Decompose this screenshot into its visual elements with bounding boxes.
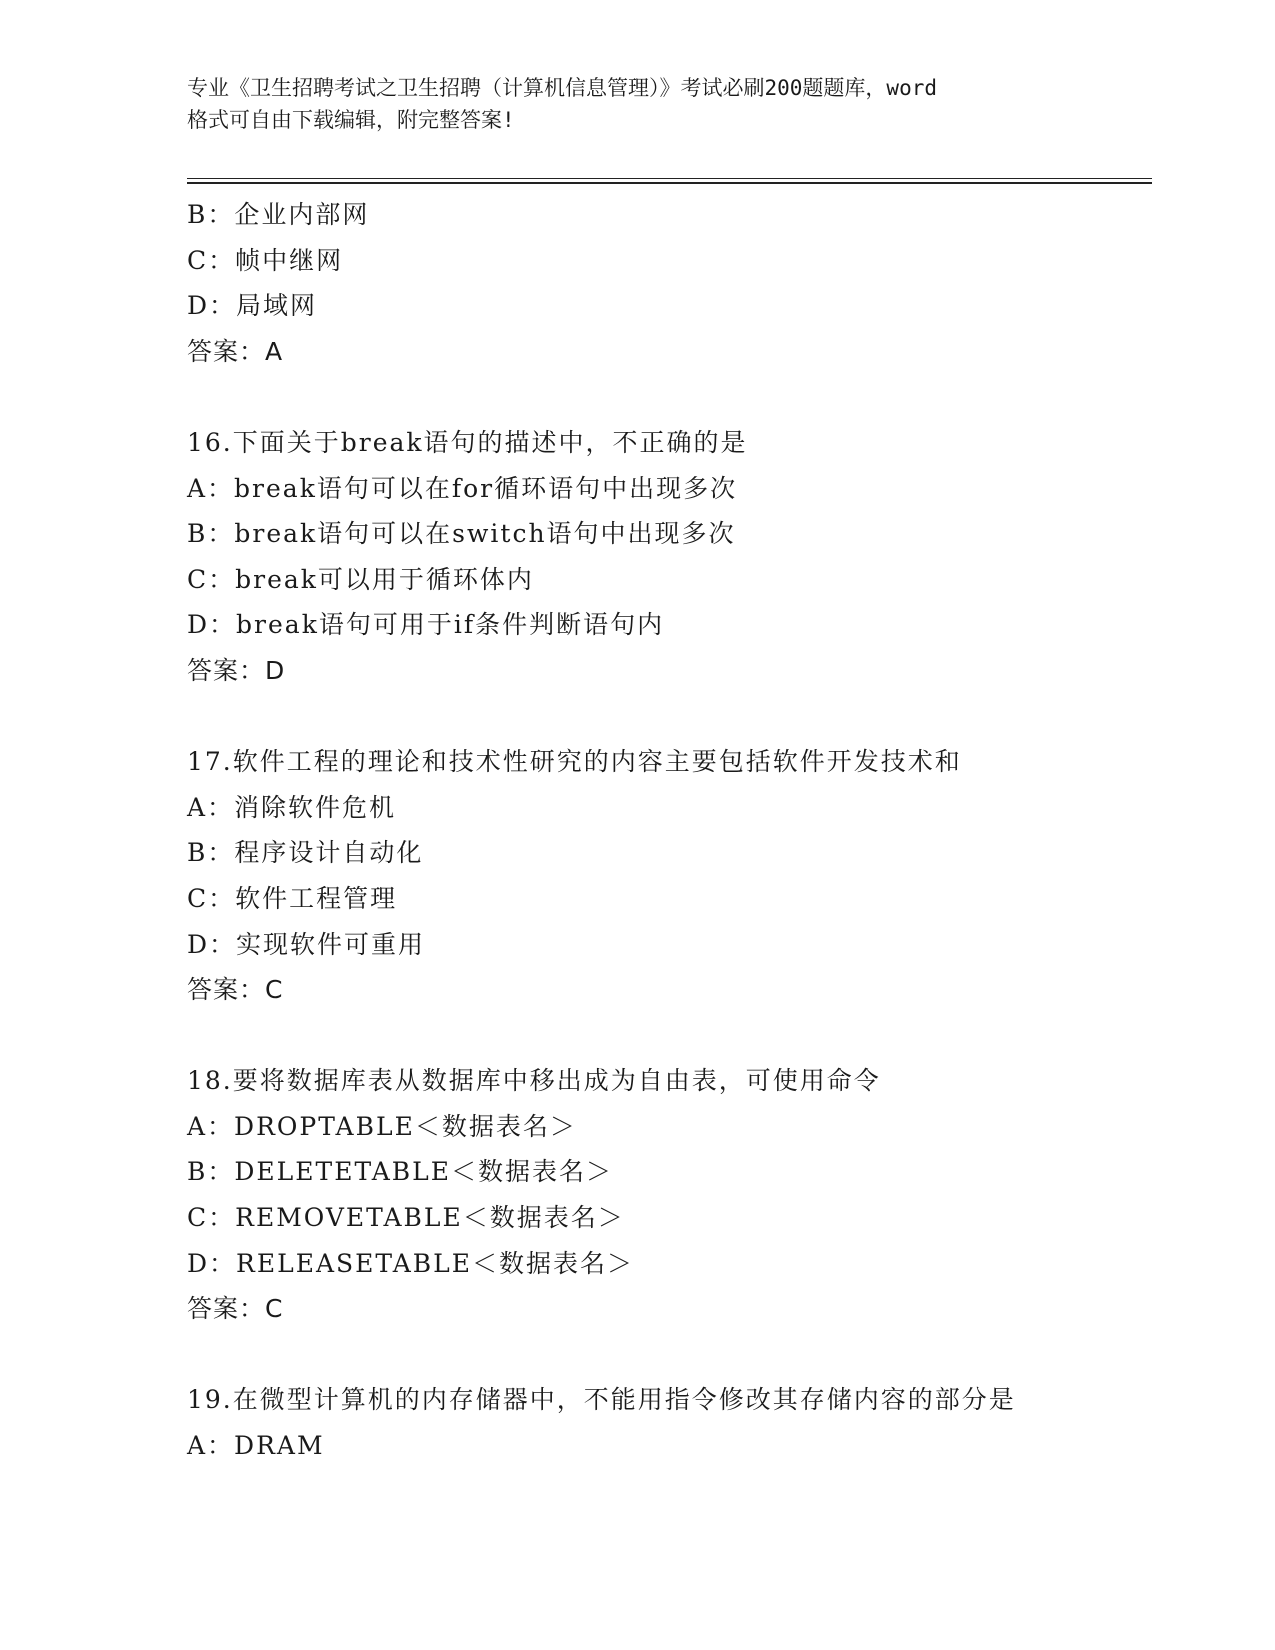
option-a: A：break语句可以在for循环语句中出现多次 — [187, 473, 738, 503]
option-b: B：企业内部网 — [187, 200, 370, 229]
option-c: C：软件工程管理 — [187, 883, 398, 913]
option-b: B：DELETETABLE＜数据表名＞ — [187, 1157, 614, 1187]
spacer — [187, 1332, 1137, 1378]
question-17 — [187, 739, 1137, 1013]
answer: 答案：C — [187, 975, 284, 1005]
option-a: A：DROPTABLE＜数据表名＞ — [187, 1111, 577, 1141]
question-text: 18.要将数据库表从数据库中移出成为自由表，可使用命令 — [187, 1066, 881, 1096]
question-text: 17.软件工程的理论和技术性研究的内容主要包括软件开发技术和 — [187, 747, 962, 777]
option-d: D：break语句可用于if条件判断语句内 — [187, 610, 665, 640]
option-d: D：局域网 — [187, 291, 318, 321]
question-text: 19.在微型计算机的内存储器中，不能用指令修改其存储内容的部分是 — [187, 1385, 1016, 1415]
header-title-line-2: 格式可自由下载编辑，附完整答案! — [187, 108, 515, 132]
header-divider-bottom — [187, 182, 1152, 184]
spacer — [187, 694, 1137, 740]
option-b: B：程序设计自动化 — [187, 838, 424, 868]
header-divider-top — [187, 178, 1152, 179]
answer: 答案：A — [187, 336, 284, 366]
spacer — [187, 1013, 1137, 1059]
question-19 — [187, 1377, 1137, 1468]
question-15-tail — [187, 192, 1137, 374]
header-title-line-1: 专业《卫生招聘考试之卫生招聘（计算机信息管理）》考试必刷200题题库，word — [187, 76, 937, 100]
answer: 答案：C — [187, 1294, 284, 1324]
question-16 — [187, 420, 1137, 694]
option-c: C：REMOVETABLE＜数据表名＞ — [187, 1203, 625, 1233]
spacer — [187, 374, 1137, 420]
option-d: D：实现软件可重用 — [187, 929, 426, 959]
option-c: C：帧中继网 — [187, 245, 344, 275]
answer: 答案：D — [187, 655, 286, 685]
option-a: A：消除软件危机 — [187, 792, 397, 822]
question-list — [187, 192, 1137, 1469]
question-text: 16.下面关于break语句的描述中，不正确的是 — [187, 427, 748, 457]
option-b: B：break语句可以在switch语句中出现多次 — [187, 519, 736, 549]
option-c: C：break可以用于循环体内 — [187, 564, 534, 594]
option-d: D：RELEASETABLE＜数据表名＞ — [187, 1248, 634, 1278]
option-a: A：DRAM — [187, 1431, 325, 1461]
document-header — [187, 72, 1087, 136]
question-18 — [187, 1058, 1137, 1332]
